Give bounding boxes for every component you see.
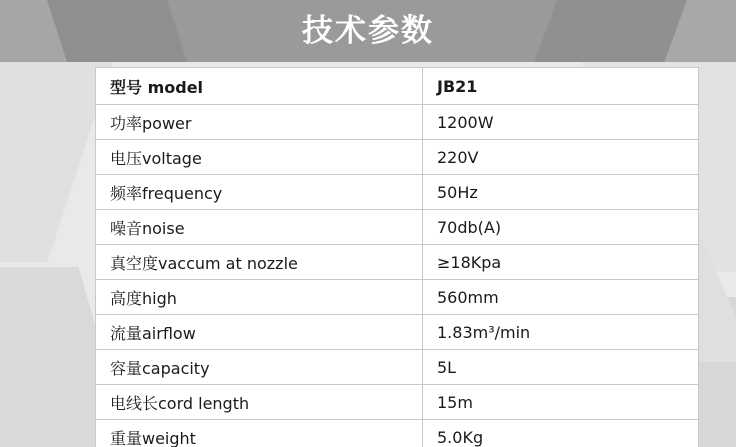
spec-label: 重量weight bbox=[96, 420, 423, 447]
spec-table-body bbox=[96, 68, 699, 447]
table-header-value: JB21 bbox=[423, 68, 699, 105]
spec-value: ≥18Kpa bbox=[423, 245, 699, 280]
spec-label: 电压voltage bbox=[96, 140, 423, 175]
spec-value: 50Hz bbox=[423, 175, 699, 210]
table-row bbox=[96, 245, 699, 280]
spec-value: 1200W bbox=[423, 105, 699, 140]
table-row bbox=[96, 350, 699, 385]
spec-value: 70db(A) bbox=[423, 210, 699, 245]
page-title: 技术参数 bbox=[302, 13, 434, 49]
table-row bbox=[96, 385, 699, 420]
spec-label: 真空度vaccum at nozzle bbox=[96, 245, 423, 280]
table-row bbox=[96, 420, 699, 447]
spec-label: 电线长cord length bbox=[96, 385, 423, 420]
table-row bbox=[96, 280, 699, 315]
table-row bbox=[96, 210, 699, 245]
spec-label: 功率power bbox=[96, 105, 423, 140]
table-row bbox=[96, 140, 699, 175]
spec-table-container bbox=[95, 67, 642, 447]
table-header-row bbox=[96, 68, 699, 105]
spec-label: 噪音noise bbox=[96, 210, 423, 245]
spec-label: 流量airflow bbox=[96, 315, 423, 350]
spec-value: 560mm bbox=[423, 280, 699, 315]
spec-body bbox=[0, 62, 736, 447]
spec-value: 1.83m³/min bbox=[423, 315, 699, 350]
table-row bbox=[96, 105, 699, 140]
table-header-label: 型号 model bbox=[96, 68, 423, 105]
spec-value: 5.0Kg bbox=[423, 420, 699, 447]
specifications-table bbox=[95, 67, 699, 447]
spec-value: 220V bbox=[423, 140, 699, 175]
spec-label: 容量capacity bbox=[96, 350, 423, 385]
spec-label: 频率frequency bbox=[96, 175, 423, 210]
table-row bbox=[96, 175, 699, 210]
spec-value: 15m bbox=[423, 385, 699, 420]
spec-value: 5L bbox=[423, 350, 699, 385]
table-row bbox=[96, 315, 699, 350]
spec-label: 高度high bbox=[96, 280, 423, 315]
header-banner bbox=[0, 0, 736, 62]
